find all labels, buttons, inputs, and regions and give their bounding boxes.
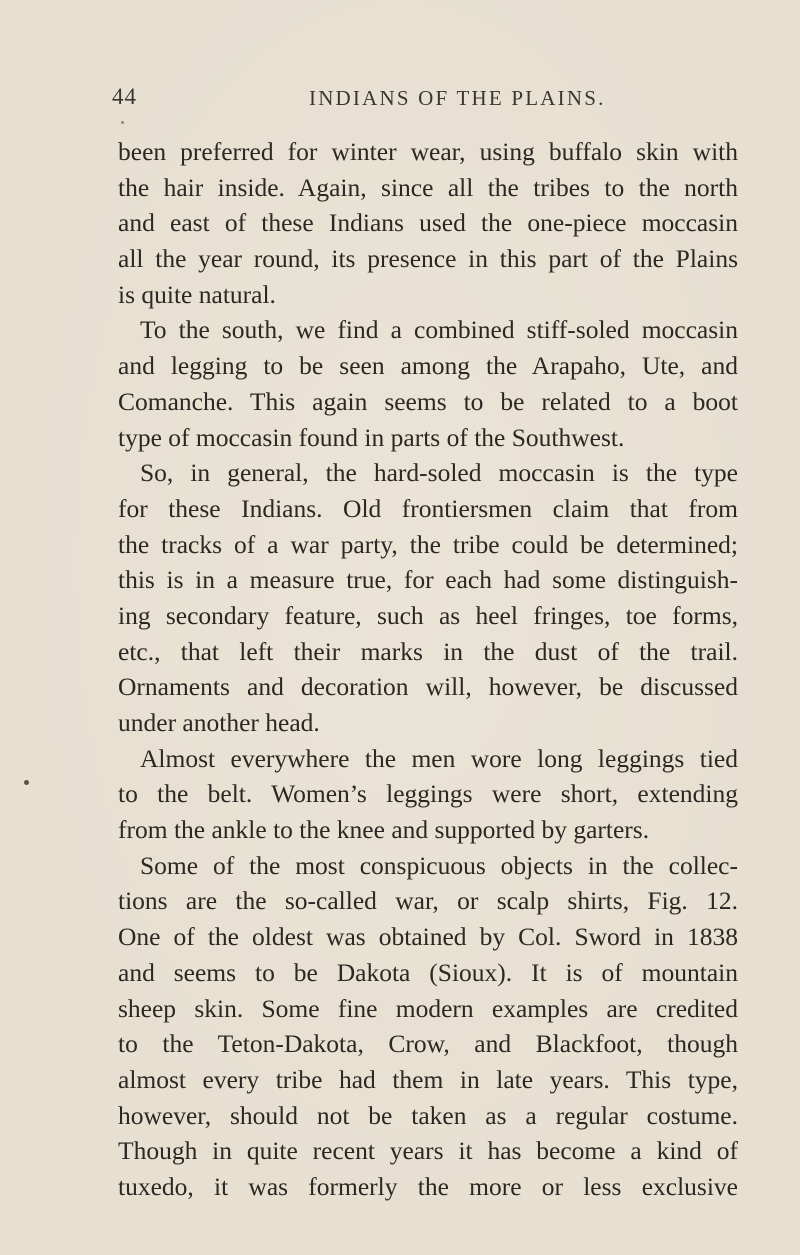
text-line: for these Indians. Old frontiersmen claim that from [118, 493, 738, 523]
text-line: tuxedo, it was formerly the more or less exclusive [118, 1171, 738, 1201]
text-line: One of the oldest was obtained by Col. Sword in 1838 [118, 922, 738, 952]
text-line: been preferred for winter wear, using buffalo skin with [118, 137, 738, 166]
text-line: almost every tribe had them in late years. This type, [118, 1064, 738, 1094]
text-line: from the ankle to the knee and supported by garters. [118, 815, 650, 845]
text-line: Though in quite recent years it has become a kind of [118, 1136, 738, 1166]
text-line: this is in a measure true, for each had some distinguish- [118, 565, 738, 595]
text-line: type of moccasin found in parts of the Southwest. [118, 422, 625, 452]
text-line: under another head. [118, 708, 320, 737]
text-line: So, in general, the hard-soled moccasin is the type [140, 458, 738, 488]
text-line: is quite natural. [118, 279, 276, 309]
text-line: tions are the so-called war, or scalp shirts, Fig. 12. [118, 886, 738, 916]
text-line: sheep skin. Some fine modern examples are credited [118, 993, 738, 1023]
body-text [118, 134, 738, 1205]
text-line: Some of the most conspicuous objects in the collec- [140, 850, 738, 880]
text-line: and seems to be Dakota (Sioux). It is of mountain [118, 957, 738, 987]
ink-speck [24, 780, 29, 785]
text-line: Ornaments and decoration will, however, be discussed [118, 672, 738, 702]
text-line: to the Teton-Dakota, Crow, and Blackfoot, though [118, 1029, 738, 1059]
page-number: 44 [112, 84, 137, 109]
text-line: all the year round, its presence in this part of the Plains [118, 244, 738, 274]
running-title: INDIANS OF THE PLAINS. [309, 86, 606, 110]
text-line: ing secondary feature, such as heel fringes, toe forms, [118, 600, 738, 630]
text-line: and east of these Indians used the one-piece moccasin [118, 208, 738, 238]
ink-speck [121, 121, 124, 124]
text-line: Almost everywhere the men wore long leggings tied [140, 743, 738, 773]
text-line: however, should not be taken as a regular costume. [118, 1100, 738, 1130]
text-line: Comanche. This again seems to be related to a boot [118, 386, 738, 416]
text-line: the hair inside. Again, since all the tribes to the north [118, 172, 738, 202]
text-line: To the south, we find a combined stiff-soled moccasin [140, 315, 738, 345]
running-head [112, 84, 738, 118]
text-line: etc., that left their marks in the dust of the trail. [118, 636, 738, 666]
text-line: the tracks of a war party, the tribe could be determined; [118, 529, 738, 559]
text-line: to the belt. Women’s leggings were short, extending [118, 779, 738, 809]
text-line: and legging to be seen among the Arapaho, Ute, and [118, 351, 738, 381]
